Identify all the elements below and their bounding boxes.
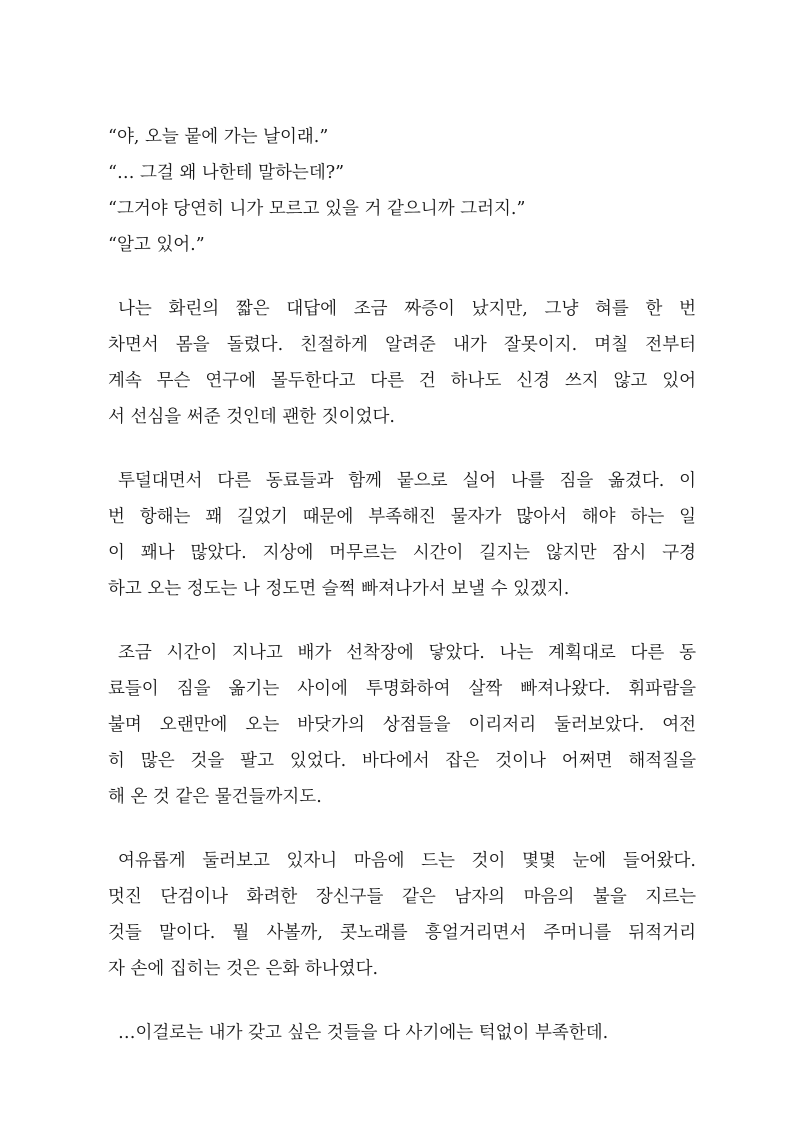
paragraph-line: 여유롭게 둘러보고 있자니 마음에 드는 것이 몇몇 눈에 들어왔다.: [118, 851, 696, 871]
paragraph: [108, 843, 696, 987]
paragraph: [108, 635, 696, 815]
paragraph-gap: [108, 815, 696, 843]
paragraph-gap: [108, 987, 696, 1015]
dialogue-line: “야, 오늘 뭍에 가는 날이래.”: [108, 127, 329, 147]
paragraph-line: 자 손에 집히는 것은 은화 하나였다.: [108, 959, 379, 979]
paragraph-line: 불며 오랜만에 오는 바닷가의 상점들을 이리저리 둘러보았다. 여전: [108, 715, 696, 735]
paragraph-line: 차면서 몸을 돌렸다. 친절하게 알려준 내가 잘못이지. 며칠 전부터: [108, 335, 696, 355]
dialogue-line: “알고 있어.”: [108, 235, 205, 255]
paragraph-line: 투덜대면서 다른 동료들과 함께 뭍으로 실어 나를 짐을 옮겼다. 이: [118, 471, 696, 491]
paragraph-line: 서 선심을 써준 것인데 괜한 짓이었다.: [108, 407, 395, 427]
paragraph-line: 이 꽤나 많았다. 지상에 머무르는 시간이 길지는 않지만 잠시 구경: [108, 543, 696, 563]
paragraph-line: 료들이 짐을 옮기는 사이에 투명화하여 살짝 빠져나왔다. 휘파람을: [108, 679, 696, 699]
paragraph-line: 번 항해는 꽤 길었기 때문에 부족해진 물자가 많아서 해야 하는 일: [108, 507, 696, 527]
dialogue-line: “그거야 당연히 니가 모르고 있을 거 같으니까 그러지.”: [108, 199, 526, 219]
paragraph-line: 나는 화린의 짧은 대답에 조금 짜증이 났지만, 그냥 혀를 한 번: [118, 299, 696, 319]
dialogue-line: “… 그걸 왜 나한테 말하는데?”: [108, 163, 345, 183]
dialogue-block: [108, 119, 696, 263]
paragraph-gap: [108, 263, 696, 291]
paragraph: [108, 1015, 696, 1051]
paragraph: [108, 291, 696, 435]
paragraph-line: 멋진 단검이나 화려한 장신구들 같은 남자의 마음의 불을 지르는: [108, 887, 696, 907]
story-text: [108, 119, 696, 1051]
paragraph-line: 것들 말이다. 뭘 사볼까, 콧노래를 흥얼거리면서 주머니를 뒤적거리: [108, 923, 696, 943]
paragraph: [108, 463, 696, 607]
paragraph-gap: [108, 435, 696, 463]
paragraph-line: …이걸로는 내가 갖고 싶은 것들을 다 사기에는 턱없이 부족한데.: [118, 1023, 609, 1043]
paragraph-gap: [108, 607, 696, 635]
paragraph-line: 해 온 것 같은 물건들까지도.: [108, 787, 322, 807]
paragraph-line: 조금 시간이 지나고 배가 선착장에 닿았다. 나는 계획대로 다른 동: [118, 643, 696, 663]
paragraph-line: 하고 오는 정도는 나 정도면 슬쩍 빠져나가서 보낼 수 있겠지.: [108, 579, 570, 599]
paragraph-line: 계속 무슨 연구에 몰두한다고 다른 건 하나도 신경 쓰지 않고 있어: [108, 371, 696, 391]
paragraph-line: 히 많은 것을 팔고 있었다. 바다에서 잡은 것이나 어쩌면 해적질을: [108, 751, 696, 771]
